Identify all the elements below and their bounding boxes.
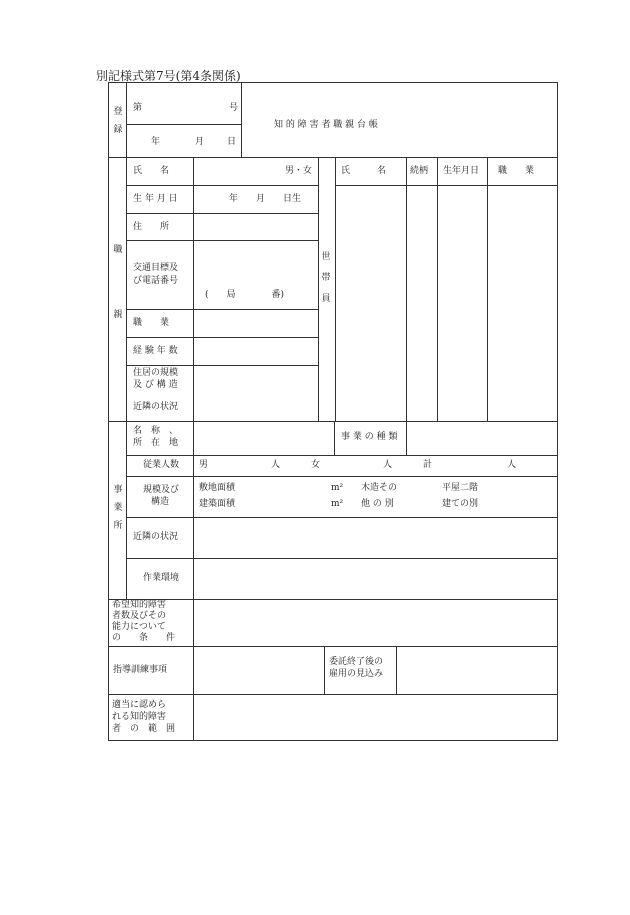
experience-label: 経 験 年 数: [133, 346, 178, 356]
registration-date-year: 年: [151, 137, 161, 147]
employees-female: 女: [311, 460, 321, 470]
divider: [318, 157, 319, 421]
divider: [193, 157, 194, 720]
registration-date-day: 日: [227, 137, 237, 147]
divider: [127, 455, 558, 456]
divider: [127, 240, 318, 241]
divider: [396, 646, 397, 694]
transport-label-1: 交通目標及: [133, 263, 179, 273]
registration-section-label: 登 録: [113, 107, 123, 135]
work-environment-label: 作業環境: [143, 573, 180, 583]
divider: [127, 337, 318, 338]
divider: [335, 185, 558, 186]
occupation-label: 職 業: [133, 318, 170, 328]
divider: [324, 646, 325, 694]
jigyosho-section-label: 事 業 所: [113, 485, 123, 531]
scope-label-3: 者 の 範 囲: [112, 724, 176, 734]
scale-label-2: 構造: [151, 497, 170, 507]
employees-male: 男: [199, 460, 209, 470]
address-label: 住 所: [133, 222, 170, 232]
household-col-name: 氏 名: [341, 166, 387, 176]
household-col-birthdate: 生年月日: [443, 166, 480, 176]
wood-label-1: 木造その: [361, 483, 398, 493]
sqm-unit-1: m²: [331, 483, 344, 493]
employees-label: 従業人数: [143, 460, 180, 470]
site-area-label: 敷地面積: [199, 483, 236, 493]
employees-total: 計: [423, 460, 433, 470]
registration-date-month: 月: [195, 137, 205, 147]
floors-label-1: 平屋二階: [442, 483, 479, 493]
divider: [193, 694, 194, 741]
building-area-label: 建築面積: [199, 499, 236, 509]
divider: [109, 599, 558, 600]
divider: [127, 213, 318, 214]
divider: [127, 309, 318, 310]
wood-label-2: 他 の 別: [361, 499, 394, 509]
scope-label-2: れる知的障害: [112, 712, 167, 722]
registration-number-suffix: 号: [229, 103, 239, 113]
divider: [127, 365, 318, 366]
household-col-relation: 続柄: [410, 166, 429, 176]
registration-number-prefix: 第: [133, 103, 143, 113]
divider: [487, 157, 488, 421]
transport-label-2: び電話番号: [133, 276, 179, 286]
divider: [335, 157, 336, 421]
divider: [241, 83, 242, 157]
divider: [109, 157, 558, 158]
business-neighborhood-label: 近隣の状況: [133, 532, 179, 542]
training-label: 指導訓練事項: [113, 665, 168, 675]
divider: [406, 157, 407, 421]
divider: [334, 421, 335, 455]
scale-label-1: 規模及び: [143, 485, 180, 495]
birthdate-label: 生 年 月 日: [133, 194, 178, 204]
birthdate-value: 年 月 日生: [229, 194, 302, 204]
housing-label-2: 及 び 構 造: [133, 380, 178, 390]
shokuoya-section-label: 職 親: [113, 245, 123, 320]
sqm-unit-2: m²: [331, 499, 344, 509]
employees-unit-3: 人: [507, 460, 517, 470]
employment-outlook-label-1: 委託終了後の: [329, 657, 384, 667]
housing-label-1: 住居の規模: [133, 368, 179, 378]
divider: [406, 421, 407, 455]
divider: [127, 476, 558, 477]
household-col-occupation: 職 業: [498, 166, 535, 176]
desired-label-2: 者数及びその: [112, 611, 167, 621]
scope-label-1: 適当に認めら: [112, 700, 167, 710]
gender-value: 男・女: [285, 166, 313, 176]
desired-label-3: 能力について: [112, 622, 166, 632]
neighborhood-label: 近隣の状況: [133, 402, 179, 412]
divider: [127, 185, 318, 186]
floors-label-2: 建ての別: [442, 499, 479, 509]
divider: [126, 83, 127, 599]
name-label: 氏 名: [133, 166, 170, 176]
employment-outlook-label-2: 雇用の見込み: [329, 669, 384, 679]
divider: [437, 157, 438, 421]
household-section-label: 世 帯 員: [321, 252, 331, 304]
name-location-label-1: 名 称 、: [133, 426, 179, 436]
business-type-label: 事 業 の 種 類: [341, 432, 398, 442]
ledger-form: [108, 82, 558, 741]
desired-label-4: の 条 件: [112, 633, 176, 643]
divider: [127, 517, 558, 518]
divider: [127, 558, 558, 559]
phone-value: ( 局 番): [205, 290, 285, 300]
divider: [109, 694, 558, 695]
divider: [127, 124, 241, 125]
desired-label-1: 希望知的障害: [112, 600, 167, 610]
form-title: 別記様式第7号(第4条関係): [96, 69, 241, 83]
name-location-label-2: 所 在 地: [133, 438, 179, 448]
employees-unit-2: 人: [383, 460, 393, 470]
divider: [109, 646, 558, 647]
ledger-title: 知 的 障 害 者 職 親 台 帳: [274, 120, 378, 130]
employees-unit-1: 人: [271, 460, 281, 470]
